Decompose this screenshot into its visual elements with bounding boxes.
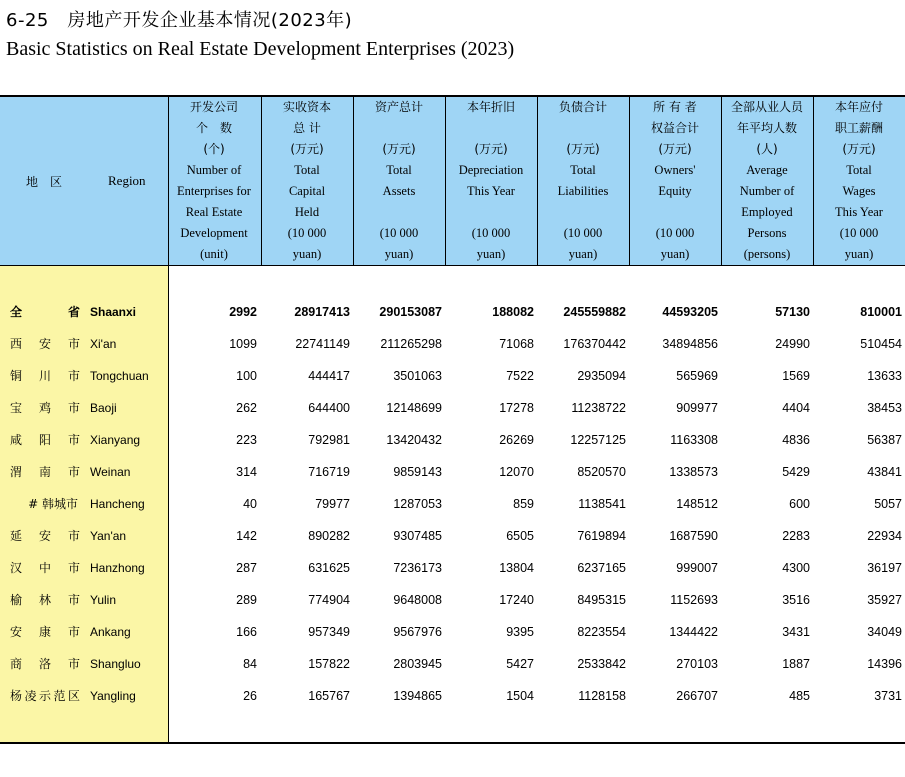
column-header-line: Assets	[382, 184, 416, 198]
table-cell: 5427	[506, 657, 534, 671]
table-cell: 1344422	[669, 625, 718, 639]
column-header-line: Total	[386, 163, 412, 177]
column-header-line: (10 000	[839, 226, 879, 240]
table-cell: 36197	[867, 561, 902, 575]
column-header-line: Total	[846, 163, 872, 177]
table-row	[0, 392, 905, 424]
table-cell: 1152693	[670, 593, 718, 607]
column-header-line: (10 000	[563, 226, 603, 240]
column-header-line: Depreciation	[458, 163, 524, 177]
table-cell: 245559882	[563, 305, 626, 319]
column-header-line: 本年应付	[834, 100, 883, 114]
column-header-line: (10 000	[287, 226, 327, 240]
table-cell: 5057	[874, 497, 902, 511]
region-name-en: Shangluo	[90, 657, 141, 671]
region-name-en: Tongchuan	[90, 369, 149, 383]
table-cell: 34894856	[662, 337, 718, 351]
table-cell: 3431	[782, 625, 810, 639]
column-header-line: (万元)	[382, 142, 416, 156]
table-cell: 142	[236, 529, 257, 543]
table-header-rule	[0, 265, 905, 266]
table-cell: 3516	[782, 593, 810, 607]
column-header-line: (个)	[203, 142, 225, 156]
table-row	[0, 648, 905, 680]
column-divider	[629, 97, 630, 265]
column-header-line: (unit)	[200, 247, 228, 261]
region-name-zh: 咸阳市	[10, 433, 80, 447]
table-cell: 5429	[782, 465, 810, 479]
table-cell: 262	[236, 401, 257, 415]
column-header-line: Average	[746, 163, 788, 177]
column-divider	[168, 97, 169, 743]
table-cell: 8520570	[577, 465, 626, 479]
table-row	[0, 328, 905, 360]
table-cell: 44593205	[662, 305, 718, 319]
column-header-line: Liabilities	[557, 184, 609, 198]
table-cell: 12257125	[570, 433, 626, 447]
table-row	[0, 552, 905, 584]
region-name-zh: 西安市	[10, 337, 80, 351]
column-header	[168, 97, 260, 265]
column-header-line: yuan)	[384, 247, 414, 261]
table-cell: 79977	[315, 497, 350, 511]
table-cell: 12070	[499, 465, 534, 479]
column-header-line: 本年折旧	[466, 100, 515, 114]
table-cell: 909977	[676, 401, 718, 415]
table-cell: 28917413	[294, 305, 350, 319]
column-header-line: Equity	[658, 184, 692, 198]
table-cell: 211265298	[380, 337, 442, 351]
table-cell: 7522	[506, 369, 534, 383]
table-cell: 26	[243, 689, 257, 703]
column-header-line: Owners'	[654, 163, 696, 177]
column-header-line: yuan)	[660, 247, 690, 261]
table-row	[0, 296, 905, 328]
column-header-line: 开发公司	[189, 100, 238, 114]
table-cell: 38453	[867, 401, 902, 415]
region-name-en: Baoji	[90, 401, 117, 415]
column-header-line: 所 有 者	[653, 100, 697, 114]
page-title-en: Basic Statistics on Real Estate Development Enterprises (2023)	[6, 38, 515, 60]
table-cell: 166	[236, 625, 257, 639]
region-name-en: Xianyang	[90, 433, 141, 447]
table-row	[0, 488, 905, 520]
table-cell: 22934	[867, 529, 902, 543]
column-header-line: Total	[294, 163, 320, 177]
column-header-line: 职工薪酬	[834, 121, 883, 135]
column-header-line: (万元)	[290, 142, 324, 156]
table-cell: 8223554	[577, 625, 626, 639]
region-name-zh: 延安市	[10, 529, 80, 543]
column-header-line: (10 000	[379, 226, 419, 240]
table-row	[0, 424, 905, 456]
table-cell: 266707	[676, 689, 718, 703]
table-cell: 157822	[308, 657, 350, 671]
column-header-line: (万元)	[658, 142, 692, 156]
table-cell: 1687590	[669, 529, 718, 543]
column-header-line: 总 计	[293, 121, 321, 135]
region-header-en: Region	[108, 173, 146, 188]
table-cell: 859	[513, 497, 534, 511]
table-cell: 2533842	[577, 657, 626, 671]
table-cell: 165767	[308, 689, 350, 703]
table-cell: 1338573	[669, 465, 718, 479]
region-name-zh: # 韩城市	[28, 497, 78, 511]
column-header-line: 实收资本	[282, 100, 331, 114]
column-header-line: 权益合计	[650, 121, 699, 135]
table-cell: 1394865	[393, 689, 442, 703]
table-cell: 631625	[308, 561, 350, 575]
column-header-line: (万元)	[566, 142, 600, 156]
table-cell: 1138541	[578, 497, 626, 511]
table-row	[0, 456, 905, 488]
table-cell: 24990	[775, 337, 810, 351]
column-header-line: Capital	[288, 184, 326, 198]
table-cell: 1287053	[393, 497, 442, 511]
region-name-zh: 汉中市	[10, 561, 80, 575]
column-header-line: (10 000	[471, 226, 511, 240]
column-header-line: 全部从业人员	[730, 100, 803, 114]
column-header	[813, 97, 905, 265]
table-cell: 644400	[308, 401, 350, 415]
table-bottom-rule	[0, 742, 905, 744]
table-cell: 810001	[860, 305, 902, 319]
table-cell: 12148699	[386, 401, 442, 415]
table-cell: 17240	[499, 593, 534, 607]
column-header-line: Held	[294, 205, 320, 219]
table-cell: 17278	[499, 401, 534, 415]
column-header-line: 年平均人数	[736, 121, 797, 135]
table-cell: 957349	[308, 625, 350, 639]
column-header-line: 个 数	[195, 121, 232, 135]
table-cell: 176370442	[563, 337, 626, 351]
region-name-zh: 全 省	[10, 305, 80, 319]
column-divider	[537, 97, 538, 265]
column-header-line: 资产总计	[374, 100, 423, 114]
table-cell: 14396	[867, 657, 902, 671]
table-cell: 7236173	[393, 561, 442, 575]
column-header	[721, 97, 813, 265]
column-header	[629, 97, 721, 265]
region-name-en: Hanzhong	[90, 561, 145, 575]
table-row	[0, 680, 905, 712]
column-divider	[261, 97, 262, 265]
table-cell: 314	[236, 465, 257, 479]
table-row	[0, 584, 905, 616]
table-cell: 71068	[499, 337, 534, 351]
table-cell: 43841	[867, 465, 902, 479]
column-header	[353, 97, 445, 265]
column-header-line: 负债合计	[558, 100, 607, 114]
column-header	[537, 97, 629, 265]
table-cell: 9395	[506, 625, 534, 639]
column-header-line: Number of	[186, 163, 242, 177]
column-header	[261, 97, 353, 265]
column-header-line: Wages	[842, 184, 876, 198]
table-row	[0, 520, 905, 552]
region-name-zh: 安康市	[10, 625, 80, 639]
table-cell: 223	[236, 433, 257, 447]
table-cell: 2283	[782, 529, 810, 543]
column-divider	[813, 97, 814, 265]
table-cell: 6505	[506, 529, 534, 543]
table-cell: 188082	[492, 305, 534, 319]
table-cell: 2935094	[577, 369, 626, 383]
region-name-zh: 渭南市	[10, 465, 80, 479]
table-cell: 34049	[867, 625, 902, 639]
table-cell: 999007	[676, 561, 718, 575]
region-name-en: Hancheng	[90, 497, 145, 511]
table-cell: 3501063	[393, 369, 442, 383]
table-cell: 2803945	[393, 657, 442, 671]
column-header-line: Enterprises for	[177, 184, 251, 198]
table-cell: 40	[243, 497, 257, 511]
table-cell: 13633	[867, 369, 902, 383]
column-header-line: This Year	[835, 205, 883, 219]
table-cell: 4404	[782, 401, 810, 415]
column-header-line: Persons	[747, 226, 787, 240]
column-header-line: Number of	[739, 184, 795, 198]
table-cell: 11238722	[571, 401, 626, 415]
table-cell: 774904	[308, 593, 350, 607]
column-header-line: (persons)	[743, 247, 791, 261]
table-cell: 1569	[782, 369, 810, 383]
table-cell: 148512	[676, 497, 718, 511]
table-cell: 485	[789, 689, 810, 703]
region-name-en: Yan'an	[90, 529, 127, 543]
column-header	[445, 97, 537, 265]
column-header-line: Development	[180, 226, 248, 240]
region-name-en: Yulin	[90, 593, 117, 607]
region-name-zh: 杨凌示范区	[10, 689, 80, 703]
region-name-zh: 榆林市	[10, 593, 80, 607]
table-row	[0, 360, 905, 392]
column-header-line: (人)	[756, 142, 778, 156]
table-cell: 890282	[308, 529, 350, 543]
table-cell: 716719	[308, 465, 350, 479]
table-cell: 1128158	[578, 689, 626, 703]
region-name-zh: 宝鸡市	[10, 401, 80, 415]
table-cell: 8495315	[577, 593, 626, 607]
column-header-line: This Year	[467, 184, 515, 198]
table-cell: 792981	[308, 433, 350, 447]
page-title-zh: 6-25 房地产开发企业基本情况(2023年)	[6, 10, 353, 31]
table-cell: 1163308	[670, 433, 718, 447]
table-cell: 3731	[874, 689, 902, 703]
table-cell: 1504	[506, 689, 534, 703]
region-header-zh: 地 区	[26, 175, 63, 189]
column-header-line: yuan)	[844, 247, 874, 261]
table-cell: 13420432	[386, 433, 442, 447]
table-cell: 9648008	[393, 593, 442, 607]
table-cell: 1887	[782, 657, 810, 671]
table-cell: 22741149	[295, 337, 350, 351]
column-header-line: yuan)	[568, 247, 598, 261]
table-cell: 9567976	[393, 625, 442, 639]
table-cell: 2992	[229, 305, 257, 319]
table-cell: 26269	[499, 433, 534, 447]
region-name-en: Shaanxi	[90, 305, 137, 319]
column-divider	[353, 97, 354, 265]
column-header-line: Real Estate	[185, 205, 243, 219]
table-cell: 565969	[676, 369, 718, 383]
column-header-line: Total	[570, 163, 596, 177]
table-cell: 13804	[499, 561, 534, 575]
table-cell: 7619894	[577, 529, 626, 543]
table-cell: 4300	[782, 561, 810, 575]
table-cell: 9307485	[393, 529, 442, 543]
column-header-line: (10 000	[655, 226, 695, 240]
region-name-zh: 铜川市	[10, 369, 80, 383]
table-cell: 444417	[308, 369, 350, 383]
column-header-line: yuan)	[476, 247, 506, 261]
table-cell: 600	[789, 497, 810, 511]
column-header-line: Employed	[741, 205, 793, 219]
table-cell: 57130	[775, 305, 810, 319]
table-cell: 35927	[867, 593, 902, 607]
table-cell: 510454	[860, 337, 902, 351]
table-cell: 290153087	[379, 305, 442, 319]
table-cell: 100	[236, 369, 257, 383]
column-header-line: yuan)	[292, 247, 322, 261]
region-name-en: Xi'an	[90, 337, 117, 351]
region-name-en: Yangling	[90, 689, 136, 703]
column-header-line: (万元)	[474, 142, 508, 156]
region-name-zh: 商洛市	[10, 657, 80, 671]
region-name-en: Weinan	[90, 465, 131, 479]
table-cell: 84	[243, 657, 257, 671]
region-name-en: Ankang	[90, 625, 131, 639]
table-cell: 6237165	[577, 561, 626, 575]
table-cell: 56387	[867, 433, 902, 447]
column-divider	[445, 97, 446, 265]
table-cell: 287	[236, 561, 257, 575]
table-cell: 270103	[676, 657, 718, 671]
table-row	[0, 616, 905, 648]
table-cell: 4836	[782, 433, 810, 447]
table-cell: 1099	[229, 337, 257, 351]
table-cell: 289	[236, 593, 257, 607]
column-divider	[721, 97, 722, 265]
column-header-line: (万元)	[842, 142, 876, 156]
table-cell: 9859143	[393, 465, 442, 479]
